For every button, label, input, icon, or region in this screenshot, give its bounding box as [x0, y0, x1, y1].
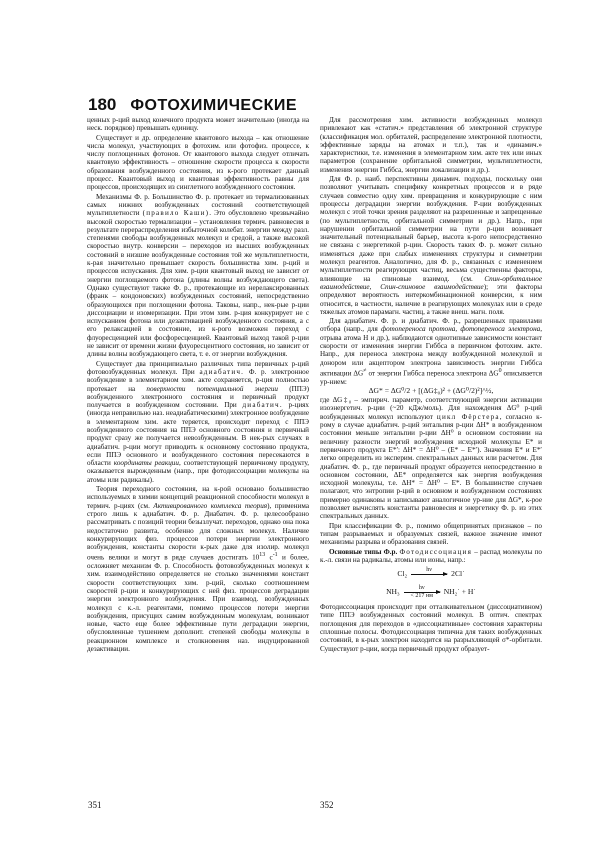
paragraph: Для адиабатич. Ф. р. и диабатич. Ф. р., разрешенных правилами отбора (напр., для фотопереноса протона, фотопереноса электрона, отрыва атома H и др.), наблюдаются однотипные зависимости констант скорости от изменения энергии Гиббса в первичном фотохим. акте. Напр., для переноса электрона между возбужденной молекулой и донором или акцептором электрона зависимость энергии Гиббса активации ΔG≠ от энергии Гиббса переноса электрона $\Delta G^0$ описывается ур-нием:	[320, 317, 543, 386]
footer-page-number-left: 351	[88, 800, 102, 810]
paragraph: При классификации Ф. р., помимо общепринятых признаков – по типам разрываемых и образуемых связей, важное значение имеют механизмы разрыва и образования связей.	[320, 521, 542, 547]
reaction-arrow-icon: hν	[411, 567, 447, 582]
paragraph: Существует два принципиально различных типа первичных р-ций фотовозбужденных молекул. При адиабатич. Ф. р. электронное возбуждение в элементарном хим. акте сохраняется, р-ция полностью протекает на поверхности потенциальной энергии (ППЭ) возбужденного электронного состояния и первичный продукт получается в возбужденном состоянии. При диабатич. р-циях (иногда неправильно наз. неадиабатическими) электронное возбуждение в элементарном хим. акте теряется, происходит переход с ППЭ возбужденного состояния на ППЭ основного состояния и первичный продукт сразу же получается невозбужденным. В нек-рых случаях в адиабатич. р-ции могут приводить к основному состоянию продукта, если ППЭ основного и возбужденного состояния пересекаются в области координаты реакции, соответствующей первичному продукту, оказывается вырожденным (напр., при фотодиссоциации молекулы на атомы или радикалы).	[87, 359, 309, 484]
paragraph: Основные типы Ф.р. Фотодиссоциация – распад молекулы по к.-л. связи на радикалы, атомы или ионы, напр.:	[320, 547, 542, 564]
page-number: 180	[88, 95, 117, 114]
paragraph: Для рассмотрения хим. активности возбужденных молекул привлекают как «статич.» представления об электронной структуре (классификация мол. орбиталей, распределение электронной плотности, эффективные заряды на атомах и т.п.), так и «динамич.» характеристики, т.е. изменения в элементарном хим. акте тех или иных параметров (сохранение орбитальной симметрии, мультиплетности, изменения энергии Гиббса, энергии локализации и др.).	[320, 116, 542, 174]
page-header	[88, 95, 297, 115]
reaction-equation: NH₃ hν < 217 нм NH₂˙ + H˙	[386, 585, 476, 600]
paragraph: Существует и др. определение квантового выхода – как отношение числа молекул, участвующих в фотохим. или фотофиз. процессе, к числу поглощенных фотонов. От квантового выхода следует отличать квантовую эффективность – отношение скорости процесса к скорости образования возбужденного состояния, из к-рого протекает данный процесс. Квантовый выход и квантовая эффективность равны для процессов, происходящих из синглетного возбужденного состояния.	[87, 133, 309, 192]
paragraph: Механизмы Ф. р. Большинство Ф. р. протекает из термализованных самых нижних возбужденных состояний соответствующей мультиплетности (правило Каши). Это обусловлено чрезвычайно высокой скоростью термализации – установления термич. равновесия в результате перераспределения избыточной колебат. энергии между разл. степенями свободы возбужденных молекул и средой, а также высокой скоростью внутр. конверсии – переходов из высших возбужденных состояний в низшие возбужденные состояния той же мультиплетности, к-рая значительно превышает скорость большинства хим. р-ций и процессов испускания. Для хим. р-ции квантовый выход не зависит от энергии поглощаемого фотона (длины волны возбуждающего света). Однако существуют также Ф. р., протекающие из нерелаксированных (франк – кондоновских) возбужденных состояний, непосредственно образующихся при поглощении фотона. Таковы, напр., нек-рые р-ции диссоциации и изомеризации. При этом хим. р-ция конкурирует не с испусканием фотона или дезактивацией возбужденного состояния, а с его релаксацией в состояние, из к-рого возможен переход с флуоресценцией или фосфоресценцией. Квантовый выход такой р-ции не зависит от времени жизни флуоресцентного состояния, но зависит от длины волны возбуждающего света, т. е. от энергии возбуждения.	[87, 192, 309, 359]
paragraph: Фотодиссоциация происходит при отталкивательном (диссоциативном) типе ППЭ возбужденных состояний молекул. В оптич. спектрах поглощения для переходов в «диссоциативные» состояния характерны сплошные полосы. Фотодиссоциация типична для таких возбужденных состояний, в к-рых электрон находится на разрыхляющей σ*-орбитали. Существуют р-ции, когда первичный продукт образует-	[320, 603, 542, 653]
paragraph: где ΔG‡₀ – эмпирич. параметр, соответствующий энергии активации изоэнергетич. р-ции (~20 кДж/моль). Для нахождения ΔG⁰ р-ций возбужденных молекул используют цикл Фёрстера, согласно к-рому в случае адиабатич. р-ций энтальпия р-ции ΔH* в возбужденном состоянии меньше энтальпии р-ции ΔH⁰ в основном состоянии на величину разности энергий возбуждения исходной молекулы E* и первичного продукта E*′: ΔH* = ΔH⁰ – (E* – E*′). Значения E* и E*′ легко определить из эксперим. спектральных данных или расчетом. Для диабатич. Ф. р., где первичный продукт образуется непосредственно в основном состоянии, ΔE* определяется как энергия возбуждения исходной молекулы, т.е. ΔH* = ΔH⁰ – E*. В большинстве случаев полагают, что энтропии р-ций в основном и возбужденном состояниях примерно одинаковы и записывают аналогичное ур-ние для ΔG*, к-рое позволяет вычислять константы равновесия и энергетику Ф. р. из этих спектральных данных.	[320, 396, 543, 521]
footer-page-number-right: 352	[320, 800, 334, 810]
paragraph: ценных р-ций выход конечного продукта может значительно (иногда на неск. порядков) превышать единицу.	[87, 116, 309, 133]
equation: ΔG* = ΔG⁰/2 + [(ΔG‡₀)² + (ΔG⁰/2)²]^½,	[368, 385, 494, 395]
left-column	[87, 116, 309, 653]
reaction-equation: Cl₂ hν 2Cl˙	[320, 567, 542, 582]
paragraph: Теория переходного состояния, на к-рой основано большинство используемых в химии концепций реакционной способности молекул в термич. р-циях (см. Активированного комплекса теория), применима строго лишь к адиабатич. Ф. р. Диабатич. Ф. р. целесообразно рассматривать с позиций теории безызлучат. переходов, однако она пока недостаточно развита, особенно для сложных молекул. Наличие конкурирующих физ. процессов потери энергии электронного возбуждения, константы скорости к-рых даже для изолир. молекул очень велики и могут в ряде случаев достигать $10^{13}$ $с^{-1}$ и более, осложняет механизм Ф. р. Способность фотовозбужденных молекул к хим. взаимодействию определяется не столько значениями констант скорости соответствующих хим. р-ций, сколько соотношением скоростей р-ции и конкурирующих с ней физ. процессов деградации энергии электронного возбуждения. При взаимод. возбужденных молекул с к.-л. реагентами, помимо процессов потери энергии возбуждения, присущих самим возбужденным молекулам, возникают новые, часто еще более эффективные пути деградации энергии, обусловленные тушением дополнит. степеней свободы молекулы в реакционном комплексе и столкновения наз. индуцированной дезактивации.	[87, 485, 309, 654]
running-title: ФОТОХИМИЧЕСКИЕ	[130, 97, 298, 114]
right-column	[320, 116, 542, 653]
reaction-arrow-icon: hν < 217 нм	[404, 585, 440, 600]
paragraph: Для Ф. р. наиб. перспективны динамич. подходы, поскольку они позволяют учитывать специфику конкретных процессов и в ряде случаев совместно одну хим. превращения и конкурирующие с ним процессы деградации энергии возбуждения. Р-ции возбужденных молекул с этой точки зрения разделяют на разрешенные и запрещенные (по мультиплетности, орбитальной симметрии и др.). Напр., при нарушении орбитальной симметрии на пути р-ции возникает значительный потенциальный барьер, высота к-рого непосредственно не связана с энергетикой р-ции. Скорость таких Ф. р. может сильно изменяться даже при слабых изменениях структуры и симметрии молекул реагентов. Аналогично, для Ф. р., связанных с изменением мультиплетности реагирующих частиц, весьма существенны факторы, влияющие на спиновые взаимод. (см. Спин-орбитальное взаимодействие, Спин-спиновое взаимодействие); эти факторы определяют вероятность интеркомбинационной конверсии, к ним относится, в частности, наличие в реагирующих молекулах или в среде тяжелых атомов парамагн. частиц, а также внеш. магн. поля.	[320, 175, 542, 316]
